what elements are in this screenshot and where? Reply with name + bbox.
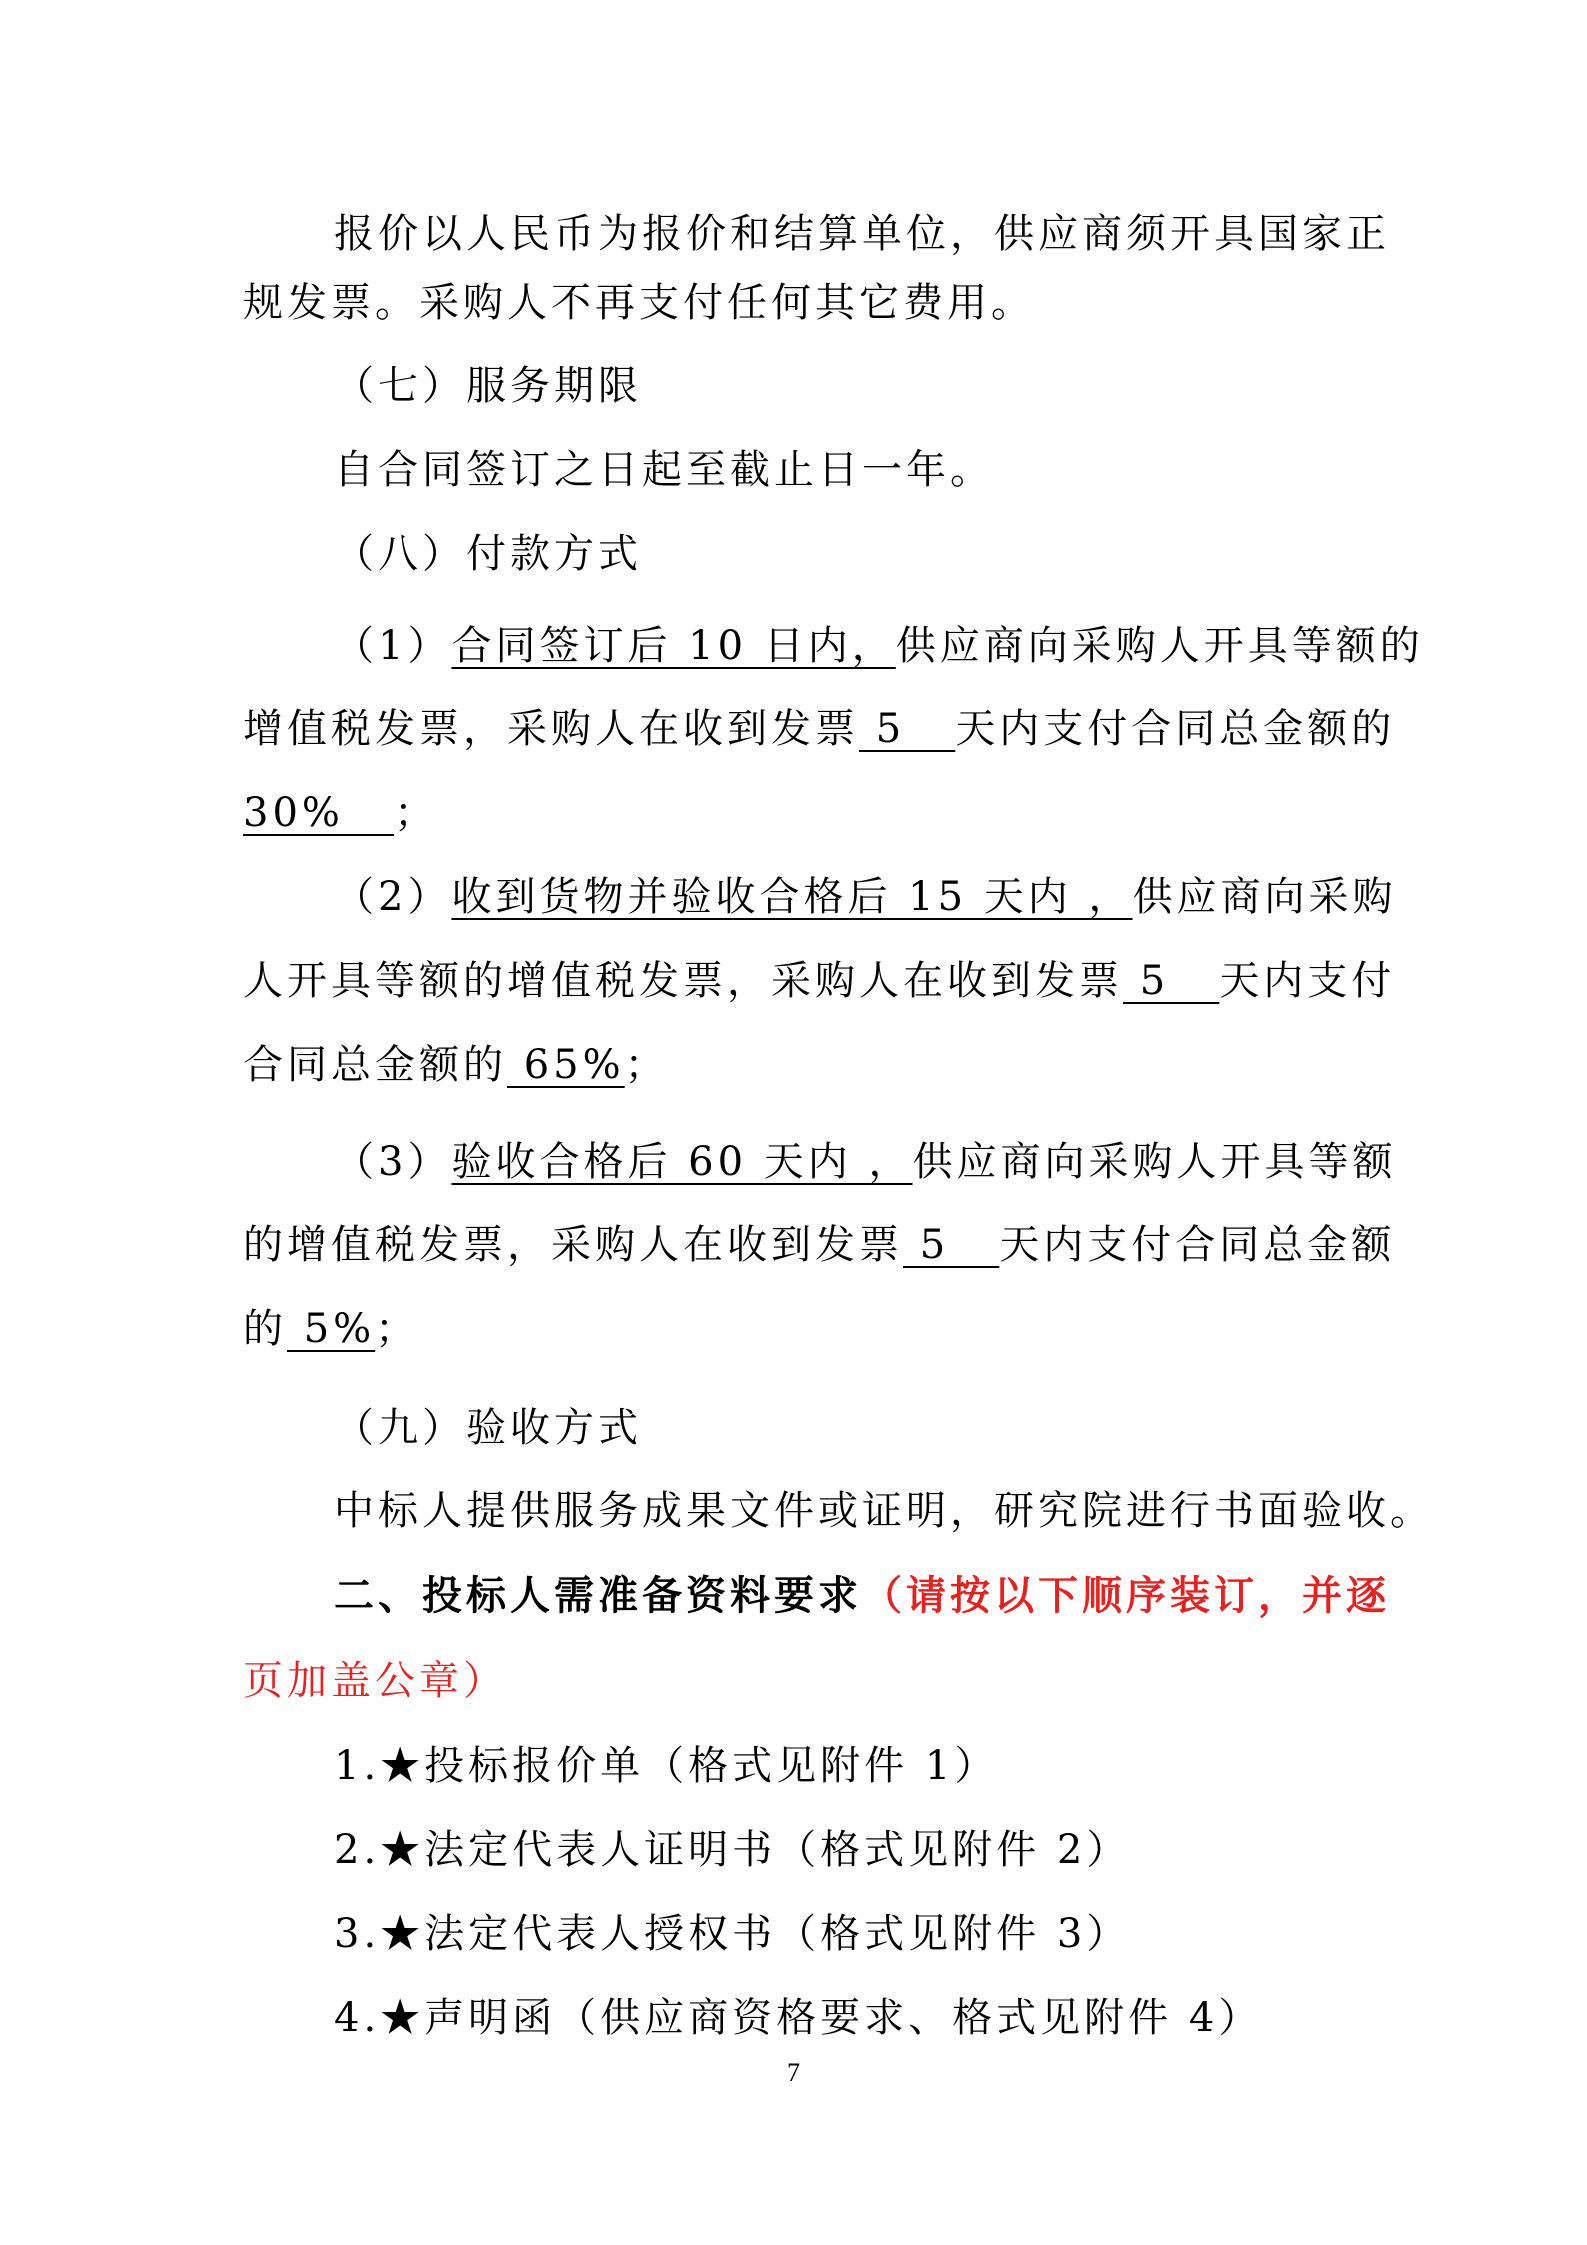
- item-number: （3）: [334, 1139, 452, 1185]
- text: 的: [243, 1306, 287, 1352]
- underlined-value: 65%: [507, 1042, 625, 1088]
- underlined-text: 收到货物并验收合格后 15 天内 ，: [451, 874, 1133, 920]
- chapter-heading-line1: [334, 1572, 1390, 1620]
- payment-item-1-line1: [334, 622, 1424, 670]
- list-item-1: 1.★投标报价单（格式见附件 1）: [334, 1743, 999, 1789]
- payment-item-3-line2: [243, 1221, 1395, 1269]
- section-heading-service-period: （七）服务期限: [334, 363, 642, 409]
- text: 供应商向采购: [1132, 874, 1397, 920]
- payment-item-2-line1: [334, 873, 1397, 921]
- underlined-value: 5: [859, 706, 956, 752]
- list-item-2: 2.★法定代表人证明书（格式见附件 2）: [334, 1827, 1131, 1873]
- underlined-value: 5: [1123, 958, 1220, 1004]
- paragraph-acceptance: 中标人提供服务成果文件或证明，研究院进行书面验收。: [334, 1488, 1434, 1534]
- item-number: （1）: [334, 623, 452, 669]
- underlined-text: 合同签订后 10 日内，: [451, 623, 896, 669]
- underlined-value: 30%: [243, 790, 395, 836]
- payment-item-1-line3: [243, 789, 438, 837]
- text: ；: [624, 1042, 669, 1088]
- paragraph-pricing-line1: 报价以人民币为报价和结算单位，供应商须开具国家正: [334, 211, 1390, 257]
- text: 天内支付合同总金额的: [955, 706, 1396, 752]
- payment-item-2-line3: [243, 1041, 669, 1089]
- text: 供应商向采购人开具等额: [912, 1139, 1397, 1185]
- chapter-heading-note-line2: 页加盖公章）: [243, 1658, 507, 1704]
- chapter-heading-title: 二、投标人需准备资料要求: [334, 1573, 862, 1619]
- text: ；: [375, 1306, 420, 1352]
- text: 合同总金额的: [243, 1042, 507, 1088]
- text: 增值税发票，采购人在收到发票: [243, 706, 859, 752]
- underlined-value: 5%: [287, 1306, 376, 1352]
- text: ；: [394, 790, 439, 836]
- paragraph-pricing-line2: 规发票。采购人不再支付任何其它费用。: [243, 280, 1035, 326]
- payment-item-2-line2: [243, 957, 1395, 1005]
- payment-item-1-line2: [243, 705, 1395, 753]
- text: 天内支付: [1219, 958, 1396, 1004]
- text: 人开具等额的增值税发票，采购人在收到发票: [243, 958, 1123, 1004]
- page-number: 7: [787, 2058, 800, 2087]
- text: 供应商向采购人开具等额的: [895, 623, 1424, 669]
- item-number: （2）: [334, 874, 452, 920]
- underlined-value: 5: [903, 1222, 1000, 1268]
- text: 天内支付合同总金额: [999, 1222, 1396, 1268]
- payment-item-3-line1: [334, 1138, 1397, 1186]
- text: 的增值税发票，采购人在收到发票: [243, 1222, 903, 1268]
- payment-item-3-line3: [243, 1305, 419, 1353]
- underlined-text: 验收合格后 60 天内 ，: [451, 1139, 913, 1185]
- section-heading-payment: （八）付款方式: [334, 531, 642, 577]
- list-item-4: 4.★声明函（供应商资格要求、格式见附件 4）: [334, 1995, 1263, 2041]
- chapter-heading-note: （请按以下顺序装订，并逐: [862, 1573, 1390, 1619]
- section-heading-acceptance: （九）验收方式: [334, 1405, 642, 1451]
- paragraph-service-period: 自合同签订之日起至截止日一年。: [334, 447, 994, 493]
- list-item-3: 3.★法定代表人授权书（格式见附件 3）: [334, 1911, 1131, 1957]
